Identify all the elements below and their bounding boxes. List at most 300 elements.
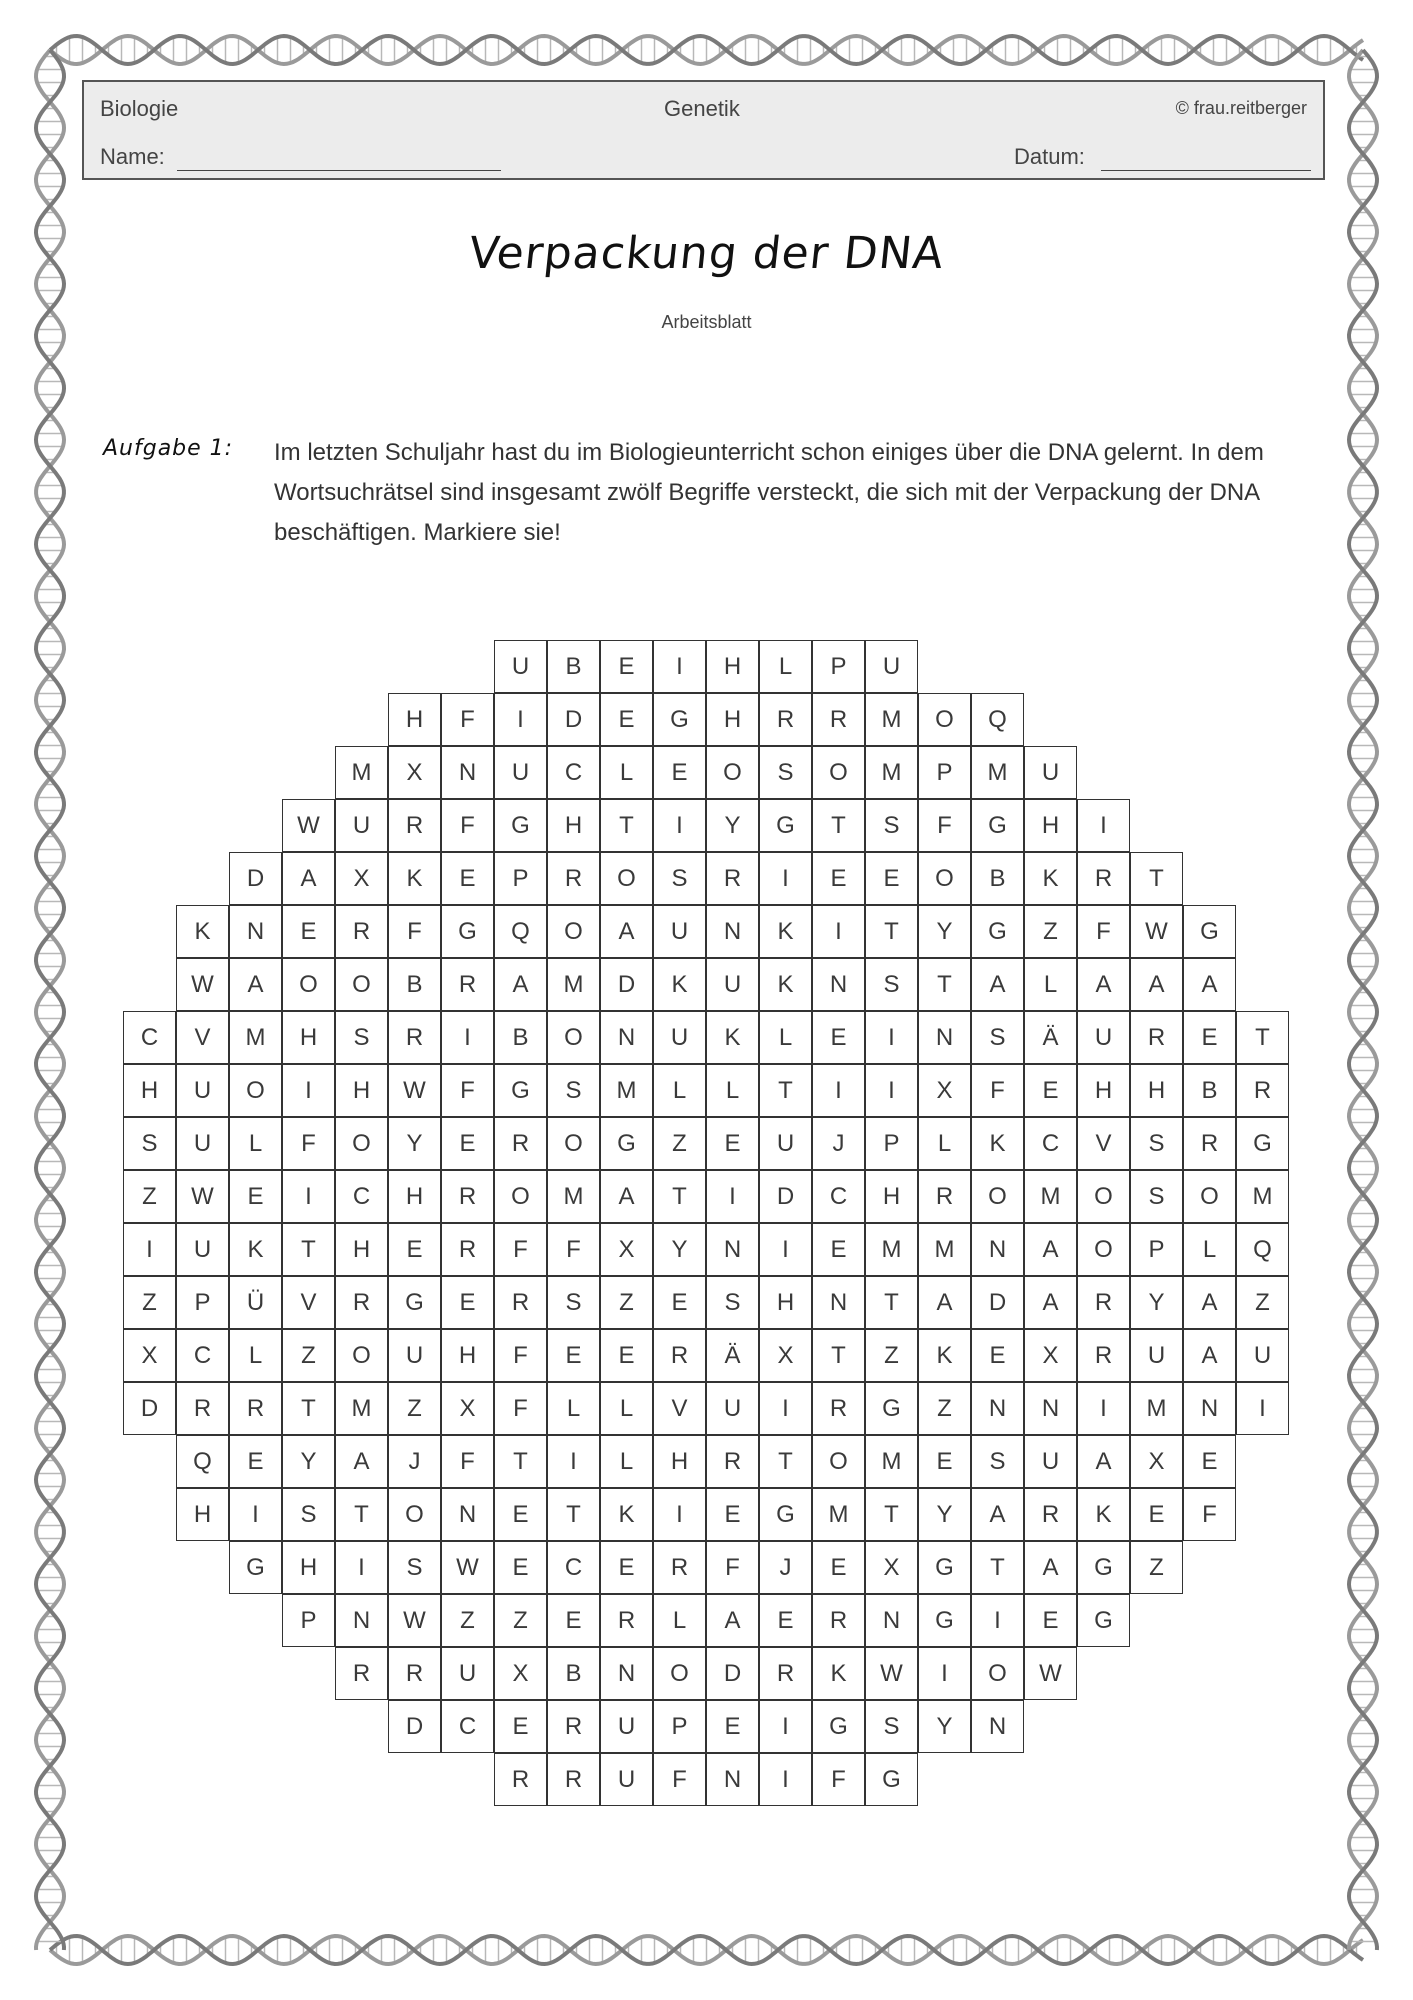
grid-cell[interactable]: I [653, 640, 706, 693]
grid-cell[interactable]: R [1024, 1488, 1077, 1541]
grid-cell[interactable]: T [547, 1488, 600, 1541]
grid-cell[interactable]: V [282, 1276, 335, 1329]
grid-cell[interactable]: A [706, 1594, 759, 1647]
grid-cell[interactable]: Y [1130, 1276, 1183, 1329]
grid-cell[interactable]: Z [388, 1382, 441, 1435]
grid-cell[interactable]: R [441, 1223, 494, 1276]
grid-cell[interactable]: E [547, 1594, 600, 1647]
grid-cell[interactable]: R [653, 1329, 706, 1382]
grid-cell[interactable]: A [1183, 1329, 1236, 1382]
grid-cell[interactable]: K [759, 958, 812, 1011]
grid-cell[interactable]: H [176, 1488, 229, 1541]
grid-cell[interactable]: I [282, 1064, 335, 1117]
grid-cell[interactable]: M [335, 746, 388, 799]
grid-cell[interactable]: S [547, 1276, 600, 1329]
grid-cell[interactable]: Ä [706, 1329, 759, 1382]
grid-cell[interactable]: Y [388, 1117, 441, 1170]
grid-cell[interactable]: S [865, 1700, 918, 1753]
grid-cell[interactable]: H [1130, 1064, 1183, 1117]
grid-cell[interactable]: R [388, 1647, 441, 1700]
grid-cell[interactable]: B [547, 640, 600, 693]
grid-cell[interactable]: O [229, 1064, 282, 1117]
grid-cell[interactable]: K [229, 1223, 282, 1276]
grid-cell[interactable]: U [176, 1117, 229, 1170]
grid-cell[interactable]: N [812, 958, 865, 1011]
grid-cell[interactable]: M [865, 1435, 918, 1488]
grid-cell[interactable]: T [918, 958, 971, 1011]
grid-cell[interactable]: S [653, 852, 706, 905]
grid-cell[interactable]: R [494, 1753, 547, 1806]
grid-cell[interactable]: I [494, 693, 547, 746]
grid-cell[interactable]: F [653, 1753, 706, 1806]
grid-cell[interactable]: G [918, 1594, 971, 1647]
grid-cell[interactable]: U [335, 799, 388, 852]
grid-cell[interactable]: O [812, 1435, 865, 1488]
grid-cell[interactable]: L [229, 1329, 282, 1382]
grid-cell[interactable]: U [865, 640, 918, 693]
grid-cell[interactable]: W [176, 1170, 229, 1223]
grid-cell[interactable]: T [282, 1223, 335, 1276]
grid-cell[interactable]: L [547, 1382, 600, 1435]
grid-cell[interactable]: W [1024, 1647, 1077, 1700]
grid-cell[interactable]: M [971, 746, 1024, 799]
grid-cell[interactable]: I [1236, 1382, 1289, 1435]
grid-cell[interactable]: D [759, 1170, 812, 1223]
grid-cell[interactable]: Z [865, 1329, 918, 1382]
grid-cell[interactable]: N [600, 1647, 653, 1700]
grid-cell[interactable]: N [441, 746, 494, 799]
grid-cell[interactable]: M [1130, 1382, 1183, 1435]
grid-cell[interactable]: H [1024, 799, 1077, 852]
grid-cell[interactable]: E [494, 1700, 547, 1753]
grid-cell[interactable]: E [1024, 1594, 1077, 1647]
grid-cell[interactable]: M [865, 746, 918, 799]
grid-cell[interactable]: C [176, 1329, 229, 1382]
grid-cell[interactable]: M [918, 1223, 971, 1276]
grid-cell[interactable]: L [1024, 958, 1077, 1011]
grid-cell[interactable]: Y [706, 799, 759, 852]
grid-cell[interactable]: A [971, 1488, 1024, 1541]
grid-cell[interactable]: U [441, 1647, 494, 1700]
grid-cell[interactable]: T [1130, 852, 1183, 905]
grid-cell[interactable]: F [441, 1064, 494, 1117]
grid-cell[interactable]: O [1077, 1170, 1130, 1223]
grid-cell[interactable]: B [388, 958, 441, 1011]
grid-cell[interactable]: R [812, 693, 865, 746]
grid-cell[interactable]: F [1077, 905, 1130, 958]
grid-cell[interactable]: C [335, 1170, 388, 1223]
grid-cell[interactable]: T [759, 1064, 812, 1117]
grid-cell[interactable]: P [653, 1700, 706, 1753]
grid-cell[interactable]: U [494, 640, 547, 693]
grid-cell[interactable]: E [653, 746, 706, 799]
grid-cell[interactable]: O [971, 1170, 1024, 1223]
grid-cell[interactable]: Y [653, 1223, 706, 1276]
grid-cell[interactable]: G [1236, 1117, 1289, 1170]
grid-cell[interactable]: R [812, 1594, 865, 1647]
grid-cell[interactable]: O [600, 852, 653, 905]
grid-cell[interactable]: D [706, 1647, 759, 1700]
grid-cell[interactable]: F [441, 693, 494, 746]
grid-cell[interactable]: L [706, 1064, 759, 1117]
grid-cell[interactable]: H [123, 1064, 176, 1117]
grid-cell[interactable]: K [388, 852, 441, 905]
grid-cell[interactable]: T [865, 1488, 918, 1541]
grid-cell[interactable]: E [600, 1541, 653, 1594]
grid-cell[interactable]: Q [494, 905, 547, 958]
grid-cell[interactable]: E [494, 1488, 547, 1541]
grid-cell[interactable]: H [441, 1329, 494, 1382]
grid-cell[interactable]: E [971, 1329, 1024, 1382]
grid-cell[interactable]: B [494, 1011, 547, 1064]
grid-cell[interactable]: L [759, 640, 812, 693]
grid-cell[interactable]: T [865, 905, 918, 958]
grid-cell[interactable]: W [1130, 905, 1183, 958]
grid-cell[interactable]: R [1077, 1329, 1130, 1382]
grid-cell[interactable]: A [1077, 958, 1130, 1011]
grid-cell[interactable]: A [1077, 1435, 1130, 1488]
grid-cell[interactable]: I [759, 1700, 812, 1753]
grid-cell[interactable]: S [865, 799, 918, 852]
grid-cell[interactable]: O [494, 1170, 547, 1223]
grid-cell[interactable]: S [123, 1117, 176, 1170]
grid-cell[interactable]: T [865, 1276, 918, 1329]
grid-cell[interactable]: F [971, 1064, 1024, 1117]
grid-cell[interactable]: U [176, 1064, 229, 1117]
grid-cell[interactable]: H [388, 1170, 441, 1223]
grid-cell[interactable]: L [600, 746, 653, 799]
grid-cell[interactable]: R [1183, 1117, 1236, 1170]
grid-cell[interactable]: F [494, 1329, 547, 1382]
grid-cell[interactable]: W [176, 958, 229, 1011]
grid-cell[interactable]: C [123, 1011, 176, 1064]
grid-cell[interactable]: H [282, 1011, 335, 1064]
grid-cell[interactable]: T [1236, 1011, 1289, 1064]
grid-cell[interactable]: J [812, 1117, 865, 1170]
grid-cell[interactable]: R [1130, 1011, 1183, 1064]
grid-cell[interactable]: A [600, 1170, 653, 1223]
grid-cell[interactable]: K [1024, 852, 1077, 905]
grid-cell[interactable]: M [600, 1064, 653, 1117]
grid-cell[interactable]: O [547, 1011, 600, 1064]
grid-cell[interactable]: M [335, 1382, 388, 1435]
grid-cell[interactable]: R [494, 1117, 547, 1170]
grid-cell[interactable]: F [282, 1117, 335, 1170]
grid-cell[interactable]: I [335, 1541, 388, 1594]
grid-cell[interactable]: R [1077, 1276, 1130, 1329]
grid-cell[interactable]: P [176, 1276, 229, 1329]
grid-cell[interactable]: G [759, 1488, 812, 1541]
grid-cell[interactable]: W [282, 799, 335, 852]
grid-cell[interactable]: G [600, 1117, 653, 1170]
grid-cell[interactable]: U [1077, 1011, 1130, 1064]
grid-cell[interactable]: K [706, 1011, 759, 1064]
date-input-line[interactable] [1101, 170, 1311, 171]
grid-cell[interactable]: M [229, 1011, 282, 1064]
grid-cell[interactable]: L [653, 1064, 706, 1117]
grid-cell[interactable]: X [759, 1329, 812, 1382]
grid-cell[interactable]: R [918, 1170, 971, 1223]
grid-cell[interactable]: Q [176, 1435, 229, 1488]
grid-cell[interactable]: U [653, 1011, 706, 1064]
grid-cell[interactable]: F [706, 1541, 759, 1594]
grid-cell[interactable]: Z [1236, 1276, 1289, 1329]
grid-cell[interactable]: G [865, 1382, 918, 1435]
grid-cell[interactable]: G [388, 1276, 441, 1329]
grid-cell[interactable]: S [282, 1488, 335, 1541]
grid-cell[interactable]: K [759, 905, 812, 958]
grid-cell[interactable]: I [812, 1064, 865, 1117]
grid-cell[interactable]: X [441, 1382, 494, 1435]
grid-cell[interactable]: G [759, 799, 812, 852]
grid-cell[interactable]: N [971, 1700, 1024, 1753]
grid-cell[interactable]: I [971, 1594, 1024, 1647]
grid-cell[interactable]: O [547, 1117, 600, 1170]
grid-cell[interactable]: Q [971, 693, 1024, 746]
grid-cell[interactable]: S [388, 1541, 441, 1594]
grid-cell[interactable]: R [335, 1276, 388, 1329]
grid-cell[interactable]: Z [1130, 1541, 1183, 1594]
grid-cell[interactable]: N [971, 1223, 1024, 1276]
grid-cell[interactable]: N [971, 1382, 1024, 1435]
grid-cell[interactable]: L [229, 1117, 282, 1170]
grid-cell[interactable]: V [176, 1011, 229, 1064]
grid-cell[interactable]: N [600, 1011, 653, 1064]
grid-cell[interactable]: P [918, 746, 971, 799]
grid-cell[interactable]: Z [441, 1594, 494, 1647]
grid-cell[interactable]: H [335, 1064, 388, 1117]
grid-cell[interactable]: X [388, 746, 441, 799]
grid-cell[interactable]: R [494, 1276, 547, 1329]
grid-cell[interactable]: D [547, 693, 600, 746]
grid-cell[interactable]: A [1024, 1223, 1077, 1276]
grid-cell[interactable]: M [865, 693, 918, 746]
grid-cell[interactable]: W [388, 1594, 441, 1647]
grid-cell[interactable]: E [1024, 1064, 1077, 1117]
grid-cell[interactable]: R [229, 1382, 282, 1435]
grid-cell[interactable]: I [441, 1011, 494, 1064]
grid-cell[interactable]: C [441, 1700, 494, 1753]
grid-cell[interactable]: Y [918, 905, 971, 958]
grid-cell[interactable]: K [812, 1647, 865, 1700]
grid-cell[interactable]: H [1077, 1064, 1130, 1117]
grid-cell[interactable]: Z [123, 1276, 176, 1329]
grid-cell[interactable]: F [918, 799, 971, 852]
grid-cell[interactable]: E [441, 1276, 494, 1329]
grid-cell[interactable]: U [494, 746, 547, 799]
grid-cell[interactable]: I [759, 1382, 812, 1435]
grid-cell[interactable]: Z [918, 1382, 971, 1435]
grid-cell[interactable]: G [918, 1541, 971, 1594]
grid-cell[interactable]: O [971, 1647, 1024, 1700]
grid-cell[interactable]: G [971, 799, 1024, 852]
grid-cell[interactable]: S [1130, 1117, 1183, 1170]
grid-cell[interactable]: T [971, 1541, 1024, 1594]
grid-cell[interactable]: G [865, 1753, 918, 1806]
grid-cell[interactable]: M [812, 1488, 865, 1541]
grid-cell[interactable]: A [600, 905, 653, 958]
grid-cell[interactable]: I [653, 799, 706, 852]
grid-cell[interactable]: X [918, 1064, 971, 1117]
grid-cell[interactable]: F [547, 1223, 600, 1276]
grid-cell[interactable]: P [282, 1594, 335, 1647]
grid-cell[interactable]: E [1183, 1011, 1236, 1064]
grid-cell[interactable]: E [812, 1223, 865, 1276]
grid-cell[interactable]: L [759, 1011, 812, 1064]
grid-cell[interactable]: L [600, 1435, 653, 1488]
grid-cell[interactable]: R [1236, 1064, 1289, 1117]
grid-cell[interactable]: O [918, 852, 971, 905]
grid-cell[interactable]: K [653, 958, 706, 1011]
grid-cell[interactable]: O [388, 1488, 441, 1541]
grid-cell[interactable]: W [441, 1541, 494, 1594]
grid-cell[interactable]: O [1183, 1170, 1236, 1223]
grid-cell[interactable]: X [600, 1223, 653, 1276]
grid-cell[interactable]: V [1077, 1117, 1130, 1170]
grid-cell[interactable]: E [494, 1541, 547, 1594]
grid-cell[interactable]: I [282, 1170, 335, 1223]
grid-cell[interactable]: E [1183, 1435, 1236, 1488]
grid-cell[interactable]: E [706, 1700, 759, 1753]
grid-cell[interactable]: G [1077, 1541, 1130, 1594]
grid-cell[interactable]: I [653, 1488, 706, 1541]
grid-cell[interactable]: R [388, 799, 441, 852]
grid-cell[interactable]: M [547, 958, 600, 1011]
grid-cell[interactable]: R [706, 1435, 759, 1488]
grid-cell[interactable]: R [388, 1011, 441, 1064]
grid-cell[interactable]: G [1077, 1594, 1130, 1647]
grid-cell[interactable]: T [653, 1170, 706, 1223]
grid-cell[interactable]: K [971, 1117, 1024, 1170]
grid-cell[interactable]: N [706, 1223, 759, 1276]
grid-cell[interactable]: U [388, 1329, 441, 1382]
grid-cell[interactable]: O [335, 1329, 388, 1382]
grid-cell[interactable]: S [971, 1435, 1024, 1488]
grid-cell[interactable]: I [759, 1223, 812, 1276]
grid-cell[interactable]: I [918, 1647, 971, 1700]
grid-cell[interactable]: I [759, 852, 812, 905]
grid-cell[interactable]: T [335, 1488, 388, 1541]
grid-cell[interactable]: O [335, 958, 388, 1011]
grid-cell[interactable]: F [494, 1223, 547, 1276]
grid-cell[interactable]: N [706, 905, 759, 958]
grid-cell[interactable]: G [494, 799, 547, 852]
grid-cell[interactable]: Ä [1024, 1011, 1077, 1064]
grid-cell[interactable]: I [865, 1064, 918, 1117]
grid-cell[interactable]: H [865, 1170, 918, 1223]
grid-cell[interactable]: Z [1024, 905, 1077, 958]
grid-cell[interactable]: L [918, 1117, 971, 1170]
grid-cell[interactable]: N [441, 1488, 494, 1541]
grid-cell[interactable]: A [1024, 1276, 1077, 1329]
grid-cell[interactable]: R [176, 1382, 229, 1435]
grid-cell[interactable]: T [600, 799, 653, 852]
grid-cell[interactable]: A [1024, 1541, 1077, 1594]
grid-cell[interactable]: C [812, 1170, 865, 1223]
grid-cell[interactable]: O [547, 905, 600, 958]
grid-cell[interactable]: L [600, 1382, 653, 1435]
grid-cell[interactable]: G [653, 693, 706, 746]
grid-cell[interactable]: E [600, 693, 653, 746]
grid-cell[interactable]: A [229, 958, 282, 1011]
grid-cell[interactable]: A [335, 1435, 388, 1488]
grid-cell[interactable]: R [759, 1647, 812, 1700]
grid-cell[interactable]: I [229, 1488, 282, 1541]
grid-cell[interactable]: A [971, 958, 1024, 1011]
grid-cell[interactable]: X [1130, 1435, 1183, 1488]
grid-cell[interactable]: N [865, 1594, 918, 1647]
grid-cell[interactable]: R [706, 852, 759, 905]
grid-cell[interactable]: E [812, 1011, 865, 1064]
grid-cell[interactable]: E [229, 1435, 282, 1488]
grid-cell[interactable]: E [706, 1488, 759, 1541]
grid-cell[interactable]: Z [494, 1594, 547, 1647]
grid-cell[interactable]: D [123, 1382, 176, 1435]
grid-cell[interactable]: O [282, 958, 335, 1011]
grid-cell[interactable]: H [335, 1223, 388, 1276]
grid-cell[interactable]: U [1130, 1329, 1183, 1382]
grid-cell[interactable]: O [812, 746, 865, 799]
grid-cell[interactable]: S [759, 746, 812, 799]
grid-cell[interactable]: Z [282, 1329, 335, 1382]
grid-cell[interactable]: N [706, 1753, 759, 1806]
grid-cell[interactable]: O [335, 1117, 388, 1170]
grid-cell[interactable]: X [1024, 1329, 1077, 1382]
grid-cell[interactable]: U [653, 905, 706, 958]
grid-cell[interactable]: U [759, 1117, 812, 1170]
grid-cell[interactable]: E [282, 905, 335, 958]
grid-cell[interactable]: K [1077, 1488, 1130, 1541]
grid-cell[interactable]: X [865, 1541, 918, 1594]
grid-cell[interactable]: A [1183, 958, 1236, 1011]
grid-cell[interactable]: H [706, 640, 759, 693]
grid-cell[interactable]: H [653, 1435, 706, 1488]
grid-cell[interactable]: E [388, 1223, 441, 1276]
grid-cell[interactable]: O [1077, 1223, 1130, 1276]
grid-cell[interactable]: F [388, 905, 441, 958]
grid-cell[interactable]: M [1236, 1170, 1289, 1223]
grid-cell[interactable]: E [865, 852, 918, 905]
grid-cell[interactable]: C [547, 746, 600, 799]
grid-cell[interactable]: Q [1236, 1223, 1289, 1276]
grid-cell[interactable]: T [812, 799, 865, 852]
grid-cell[interactable]: G [229, 1541, 282, 1594]
grid-cell[interactable]: I [706, 1170, 759, 1223]
grid-cell[interactable]: S [547, 1064, 600, 1117]
grid-cell[interactable]: Ü [229, 1276, 282, 1329]
grid-cell[interactable]: N [1024, 1382, 1077, 1435]
grid-cell[interactable]: G [1183, 905, 1236, 958]
grid-cell[interactable]: I [1077, 1382, 1130, 1435]
grid-cell[interactable]: O [706, 746, 759, 799]
grid-cell[interactable]: D [971, 1276, 1024, 1329]
grid-cell[interactable]: R [547, 852, 600, 905]
grid-cell[interactable]: H [547, 799, 600, 852]
grid-cell[interactable]: Y [918, 1488, 971, 1541]
grid-cell[interactable]: R [547, 1700, 600, 1753]
grid-cell[interactable]: A [282, 852, 335, 905]
grid-cell[interactable]: L [1183, 1223, 1236, 1276]
grid-cell[interactable]: T [812, 1329, 865, 1382]
grid-cell[interactable]: N [1183, 1382, 1236, 1435]
grid-cell[interactable]: S [971, 1011, 1024, 1064]
grid-cell[interactable]: N [335, 1594, 388, 1647]
grid-cell[interactable]: M [1024, 1170, 1077, 1223]
grid-cell[interactable]: P [1130, 1223, 1183, 1276]
grid-cell[interactable]: I [812, 905, 865, 958]
grid-cell[interactable]: Y [918, 1700, 971, 1753]
grid-cell[interactable]: E [812, 1541, 865, 1594]
